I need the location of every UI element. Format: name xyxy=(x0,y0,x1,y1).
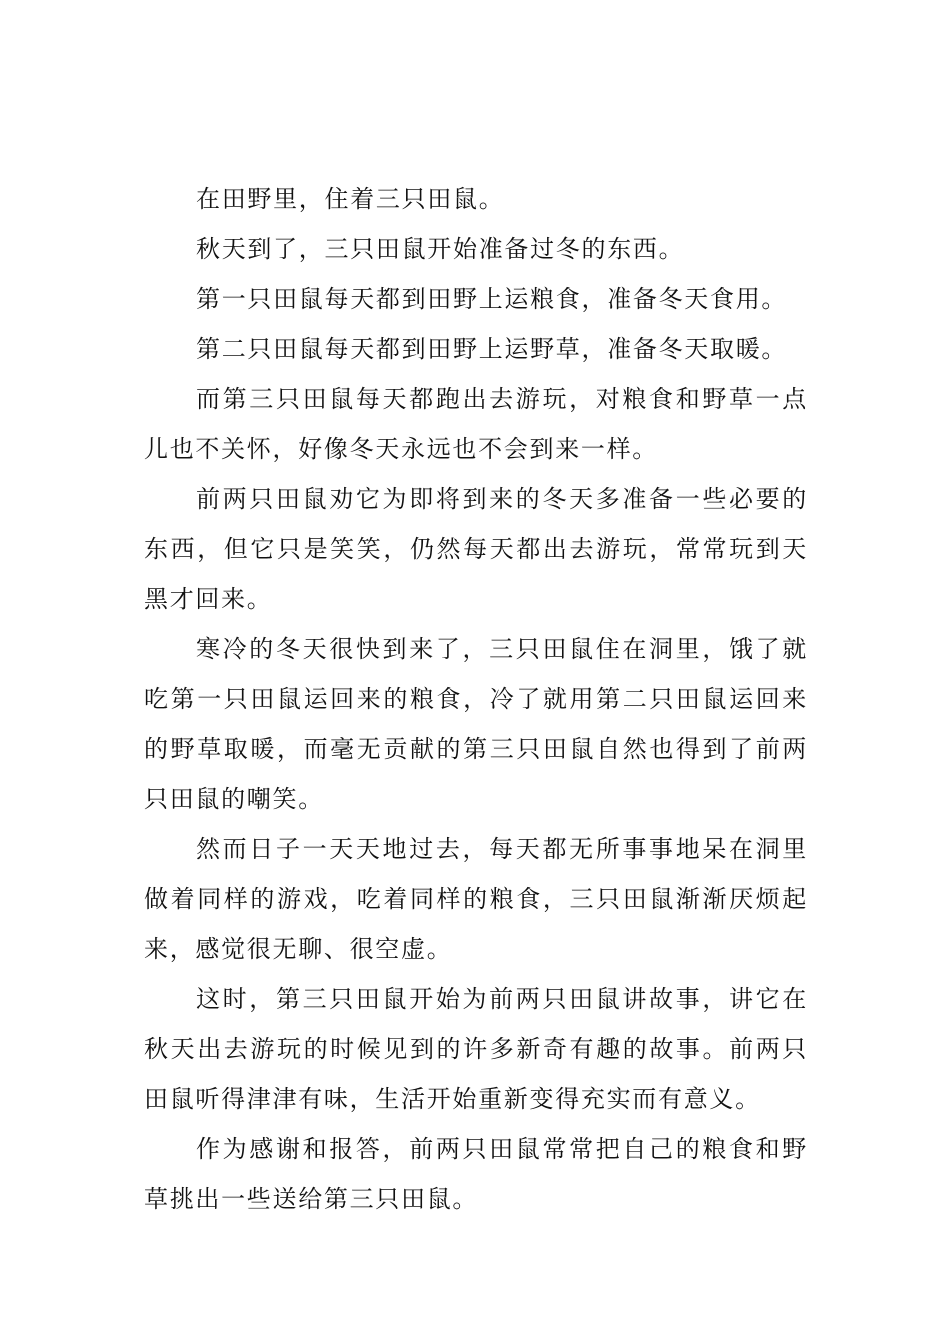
paragraph-6: 前两只田鼠劝它为即将到来的冬天多准备一些必要的东西，但它只是笑笑，仍然每天都出去游玩，常常玩到天黑才回来。 xyxy=(144,485,808,613)
paragraph-4: 第二只田鼠每天都到田野上运野草，准备冬天取暖。 xyxy=(196,335,788,363)
paragraph-9: 这时，第三只田鼠开始为前两只田鼠讲故事，讲它在秋天出去游玩的时候见到的许多新奇有趣的故事。前两只田鼠听得津津有味，生活开始重新变得充实而有意义。 xyxy=(144,985,808,1113)
paragraph-10: 作为感谢和报答，前两只田鼠常常把自己的粮食和野草挑出一些送给第三只田鼠。 xyxy=(144,1135,808,1213)
paragraph-2: 秋天到了，三只田鼠开始准备过冬的东西。 xyxy=(196,235,685,263)
paragraph-3: 第一只田鼠每天都到田野上运粮食，准备冬天食用。 xyxy=(196,285,788,313)
paragraph-7: 寒冷的冬天很快到来了，三只田鼠住在洞里，饿了就吃第一只田鼠运回来的粮食，冷了就用第二只田鼠运回来的野草取暖，而毫无贡献的第三只田鼠自然也得到了前两只田鼠的嘲笑。 xyxy=(144,635,808,813)
paragraph-8: 然而日子一天天地过去，每天都无所事事地呆在洞里做着同样的游戏，吃着同样的粮食，三只田鼠渐渐厌烦起来，感觉很无聊、很空虚。 xyxy=(144,835,808,963)
paragraph-5: 而第三只田鼠每天都跑出去游玩，对粮食和野草一点儿也不关怀，好像冬天永远也不会到来一样。 xyxy=(144,385,808,463)
paragraph-1: 在田野里，住着三只田鼠。 xyxy=(196,185,505,213)
document-body xyxy=(144,174,808,1224)
